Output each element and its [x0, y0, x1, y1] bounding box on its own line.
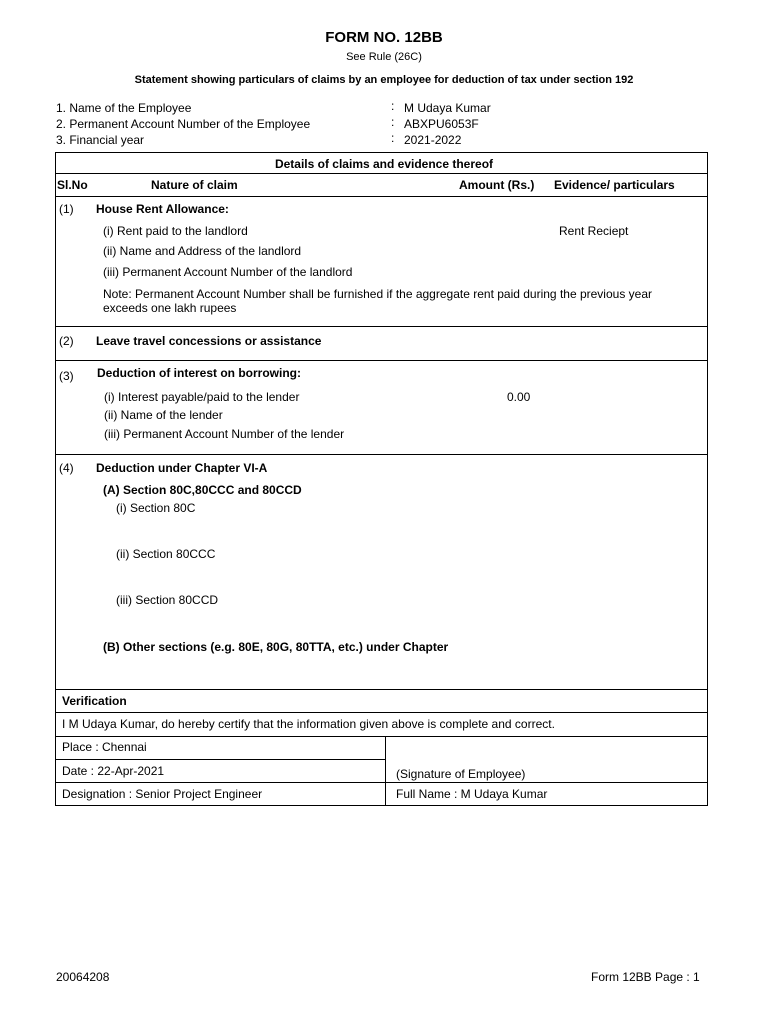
row-divider — [55, 712, 708, 713]
row-divider — [55, 360, 708, 361]
column-header-nature: Nature of claim — [151, 178, 238, 192]
hra-rent-paid: (i) Rent paid to the landlord — [103, 224, 248, 238]
employee-pan-separator: : — [391, 115, 395, 129]
hra-landlord-pan: (iii) Permanent Account Number of the landlord — [103, 265, 353, 279]
lender-pan: (iii) Permanent Account Number of the lender — [104, 427, 345, 441]
employee-pan-value: ABXPU6053F — [404, 117, 479, 131]
section-80ccc: (ii) Section 80CCC — [116, 547, 216, 561]
row-divider — [55, 326, 708, 327]
hra-note: Note: Permanent Account Number shall be furnished if the aggregate rent paid during the previous year exceeds one lakh rupees — [103, 287, 652, 315]
financial-year-label: 3. Financial year — [56, 133, 145, 147]
table-border-left — [55, 152, 56, 806]
section-80c: (i) Section 80C — [116, 501, 196, 515]
form-title: FORM NO. 12BB — [325, 29, 443, 46]
footer-code: 20064208 — [56, 970, 110, 984]
interest-heading: Deduction of interest on borrowing: — [97, 366, 301, 380]
place-field: Place : Chennai — [62, 740, 147, 754]
section-80ccd: (iii) Section 80CCD — [116, 593, 219, 607]
signature-label: (Signature of Employee) — [396, 767, 526, 781]
column-header-amount: Amount (Rs.) — [459, 178, 535, 192]
table-border-bottom — [55, 805, 708, 806]
chapter6a-heading: Deduction under Chapter VI-A — [96, 461, 268, 475]
employee-name-separator: : — [391, 99, 395, 113]
hra-rent-evidence: Rent Reciept — [559, 224, 629, 238]
date-field: Date : 22-Apr-2021 — [62, 764, 165, 778]
financial-year-value: 2021-2022 — [404, 133, 462, 147]
rule-reference: See Rule (26C) — [346, 51, 422, 63]
financial-year-separator: : — [391, 131, 395, 145]
row-divider — [55, 173, 708, 174]
column-divider — [385, 736, 386, 806]
footer-page: Form 12BB Page : 1 — [591, 970, 700, 984]
hra-heading: House Rent Allowance: — [96, 202, 229, 216]
verification-heading: Verification — [62, 694, 127, 708]
row-divider — [55, 736, 708, 737]
claim-number: (2) — [59, 334, 74, 348]
section-a-heading: (A) Section 80C,80CCC and 80CCD — [103, 483, 302, 497]
form-statement: Statement showing particulars of claims by an employee for deduction of tax under section 192 — [134, 74, 634, 86]
employee-pan-label: 2. Permanent Account Number of the Employee — [56, 117, 311, 131]
ltc-heading: Leave travel concessions or assistance — [96, 334, 322, 348]
claim-number: (1) — [59, 202, 74, 216]
section-b-heading: (B) Other sections (e.g. 80E, 80G, 80TTA, etc.) under Chapter — [103, 640, 449, 654]
row-divider — [55, 689, 708, 690]
designation-field: Designation : Senior Project Engineer — [62, 787, 263, 801]
row-divider — [55, 759, 385, 760]
verification-statement: I M Udaya Kumar, do hereby certify that the information given above is complete and correct. — [62, 717, 555, 731]
employee-name-label: 1. Name of the Employee — [56, 101, 192, 115]
table-border-right — [707, 152, 708, 806]
hra-landlord-name: (ii) Name and Address of the landlord — [103, 244, 302, 258]
column-header-evidence: Evidence/ particulars — [554, 178, 675, 192]
table-caption: Details of claims and evidence thereof — [274, 157, 494, 171]
column-header-slno: Sl.No — [57, 178, 88, 192]
claim-number: (4) — [59, 461, 74, 475]
full-name-field: Full Name : M Udaya Kumar — [396, 787, 548, 801]
row-divider — [55, 196, 708, 197]
table-border-top — [55, 152, 708, 153]
interest-amount: 0.00 — [507, 390, 531, 404]
row-divider — [55, 454, 708, 455]
interest-payable: (i) Interest payable/paid to the lender — [104, 390, 300, 404]
lender-name: (ii) Name of the lender — [104, 408, 223, 422]
claim-number: (3) — [59, 369, 74, 383]
employee-name-value: M Udaya Kumar — [404, 101, 491, 115]
row-divider — [55, 782, 708, 783]
